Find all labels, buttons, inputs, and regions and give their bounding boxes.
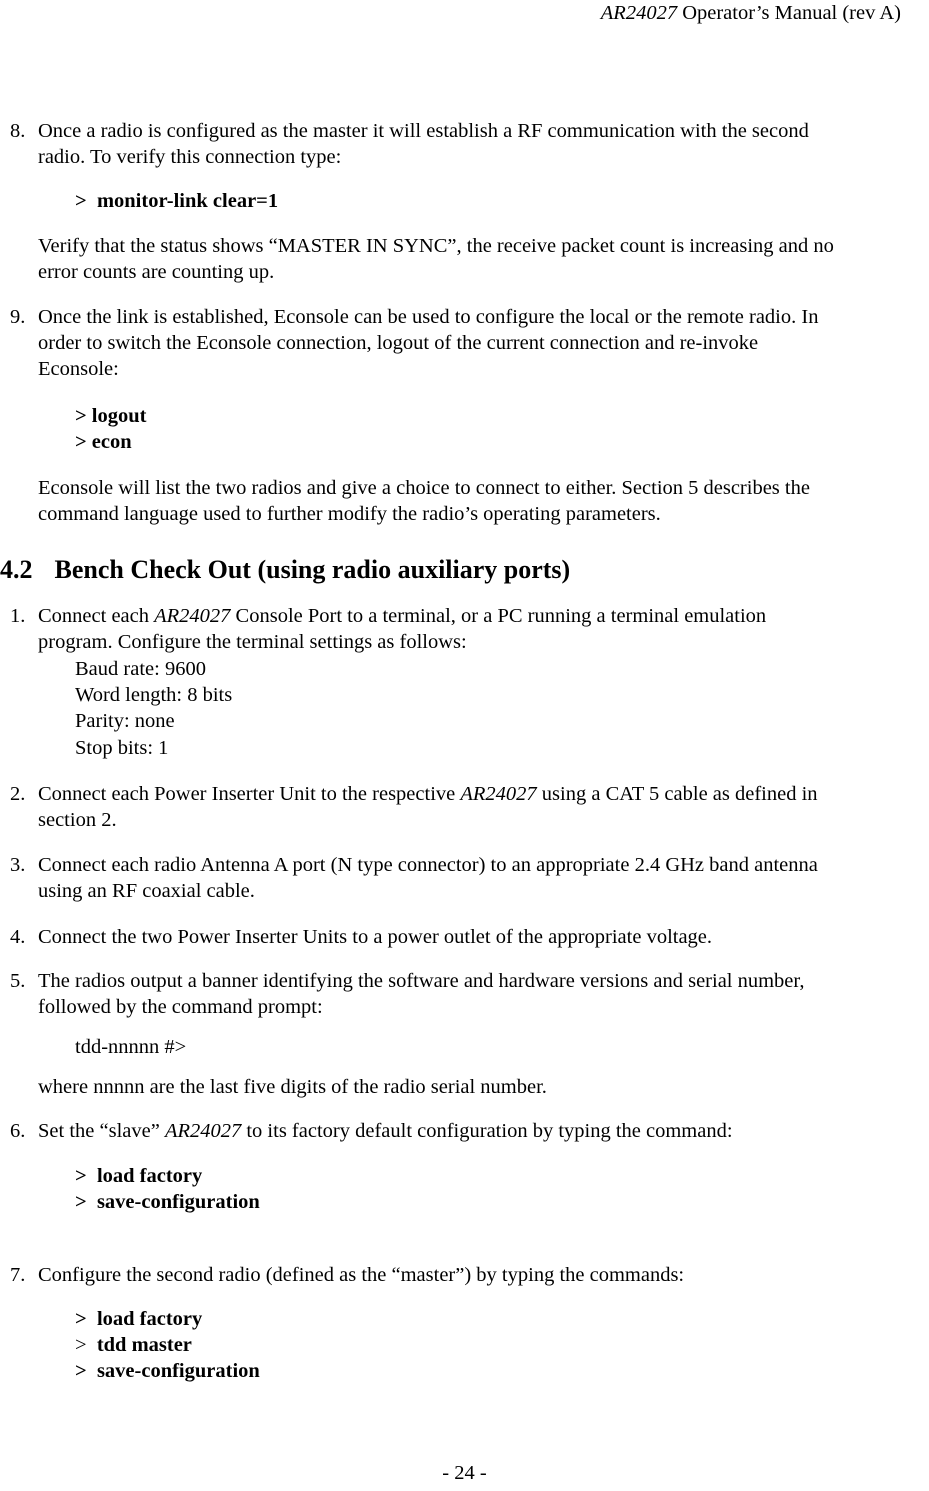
step-9-after-2: command language used to further modify the radio’s operating parameters.: [38, 503, 661, 525]
command-tdd-master: [75, 1332, 192, 1358]
step-7-number: 7.: [10, 1264, 26, 1286]
text: Console Port to a terminal, or a PC running a terminal emulation: [230, 605, 767, 627]
step-5-after: where nnnnn are the last five digits of the radio serial number.: [38, 1076, 547, 1098]
prompt-symbol: >: [75, 1360, 87, 1382]
command-load-factory: [75, 1163, 202, 1189]
model-name: AR24027: [154, 605, 231, 627]
setting-word-length: Word length: 8 bits: [75, 684, 233, 706]
text: to its factory default configuration by typing the command:: [241, 1120, 733, 1142]
command: monitor-link clear=1: [96, 190, 279, 212]
command-logout: > logout: [75, 405, 147, 427]
step-9-text-2: order to switch the Econsole connection, logout of the current connection and re-invoke: [38, 332, 759, 354]
model-name: AR24027: [460, 783, 537, 805]
command-load-factory: [75, 1306, 202, 1332]
step-8-text-2: radio. To verify this connection type:: [38, 146, 342, 168]
step-1-text-2: program. Configure the terminal settings as follows:: [38, 631, 467, 653]
step-6-number: 6.: [10, 1120, 26, 1142]
step-2-number: 2.: [10, 783, 26, 805]
command: save-configuration: [96, 1191, 260, 1213]
command: save-configuration: [96, 1360, 260, 1382]
header-title: Operator’s Manual (rev A): [677, 2, 901, 24]
step-8-text: Once a radio is configured as the master it will establish a RF communication with the second: [38, 120, 809, 142]
text: Connect each Power Inserter Unit to the respective: [38, 783, 461, 805]
header-model: AR24027: [600, 2, 678, 24]
text: Connect each: [38, 605, 155, 627]
step-9-text-3: Econsole:: [38, 358, 119, 380]
setting-stop-bits: Stop bits: 1: [75, 737, 169, 759]
model-name: AR24027: [164, 1120, 242, 1142]
step-9-number: 9.: [10, 306, 26, 328]
step-1-text: [38, 603, 766, 629]
prompt-symbol: >: [75, 190, 87, 212]
step-3-text: Connect each radio Antenna A port (N type connector) to an appropriate 2.4 GHz band antenna: [38, 854, 818, 876]
prompt-symbol: >: [75, 1191, 87, 1213]
command-save-configuration: [75, 1189, 260, 1215]
step-3-text-2: using an RF coaxial cable.: [38, 880, 255, 902]
step-8-after: Verify that the status shows “MASTER IN SYNC”, the receive packet count is increasing and no: [38, 235, 834, 257]
setting-parity: Parity: none: [75, 710, 175, 732]
step-1-number: 1.: [10, 605, 26, 627]
step-5-text: The radios output a banner identifying the software and hardware versions and serial number,: [38, 970, 805, 992]
command-prompt-example: tdd-nnnnn #>: [75, 1036, 187, 1058]
section-heading: [0, 554, 570, 586]
step-2-text: [38, 781, 818, 807]
step-8-number: 8.: [10, 120, 26, 142]
step-9-after: Econsole will list the two radios and give a choice to connect to either. Section 5 describes the: [38, 477, 810, 499]
text: using a CAT 5 cable as defined in: [536, 783, 818, 805]
step-5-text-2: followed by the command prompt:: [38, 996, 323, 1018]
command: tdd master: [96, 1334, 192, 1356]
step-3-number: 3.: [10, 854, 26, 876]
step-8-after-2: error counts are counting up.: [38, 261, 275, 283]
step-4-number: 4.: [10, 926, 26, 948]
command-line: [75, 188, 278, 214]
step-9-text: Once the link is established, Econsole can be used to configure the local or the remote radio. In: [38, 306, 819, 328]
step-6-text: [38, 1118, 733, 1144]
section-number: 4.2: [0, 555, 33, 584]
setting-baud: Baud rate: 9600: [75, 658, 206, 680]
step-5-number: 5.: [10, 970, 26, 992]
step-2-text-2: section 2.: [38, 809, 117, 831]
command-save-configuration: [75, 1358, 260, 1384]
step-4-text: Connect the two Power Inserter Units to a power outlet of the appropriate voltage.: [38, 926, 713, 948]
prompt-symbol: >: [75, 1165, 87, 1187]
section-title: Bench Check Out (using radio auxiliary ports): [54, 555, 571, 584]
running-header: [601, 0, 901, 26]
prompt-symbol: >: [75, 1334, 87, 1356]
page-number: - 24 -: [442, 1462, 487, 1484]
prompt-symbol: >: [75, 1308, 87, 1330]
command: load factory: [96, 1308, 203, 1330]
command-econ: > econ: [75, 431, 132, 453]
command: load factory: [96, 1165, 203, 1187]
text: Set the “slave”: [38, 1120, 165, 1142]
step-7-text: Configure the second radio (defined as the “master”) by typing the commands:: [38, 1264, 685, 1286]
